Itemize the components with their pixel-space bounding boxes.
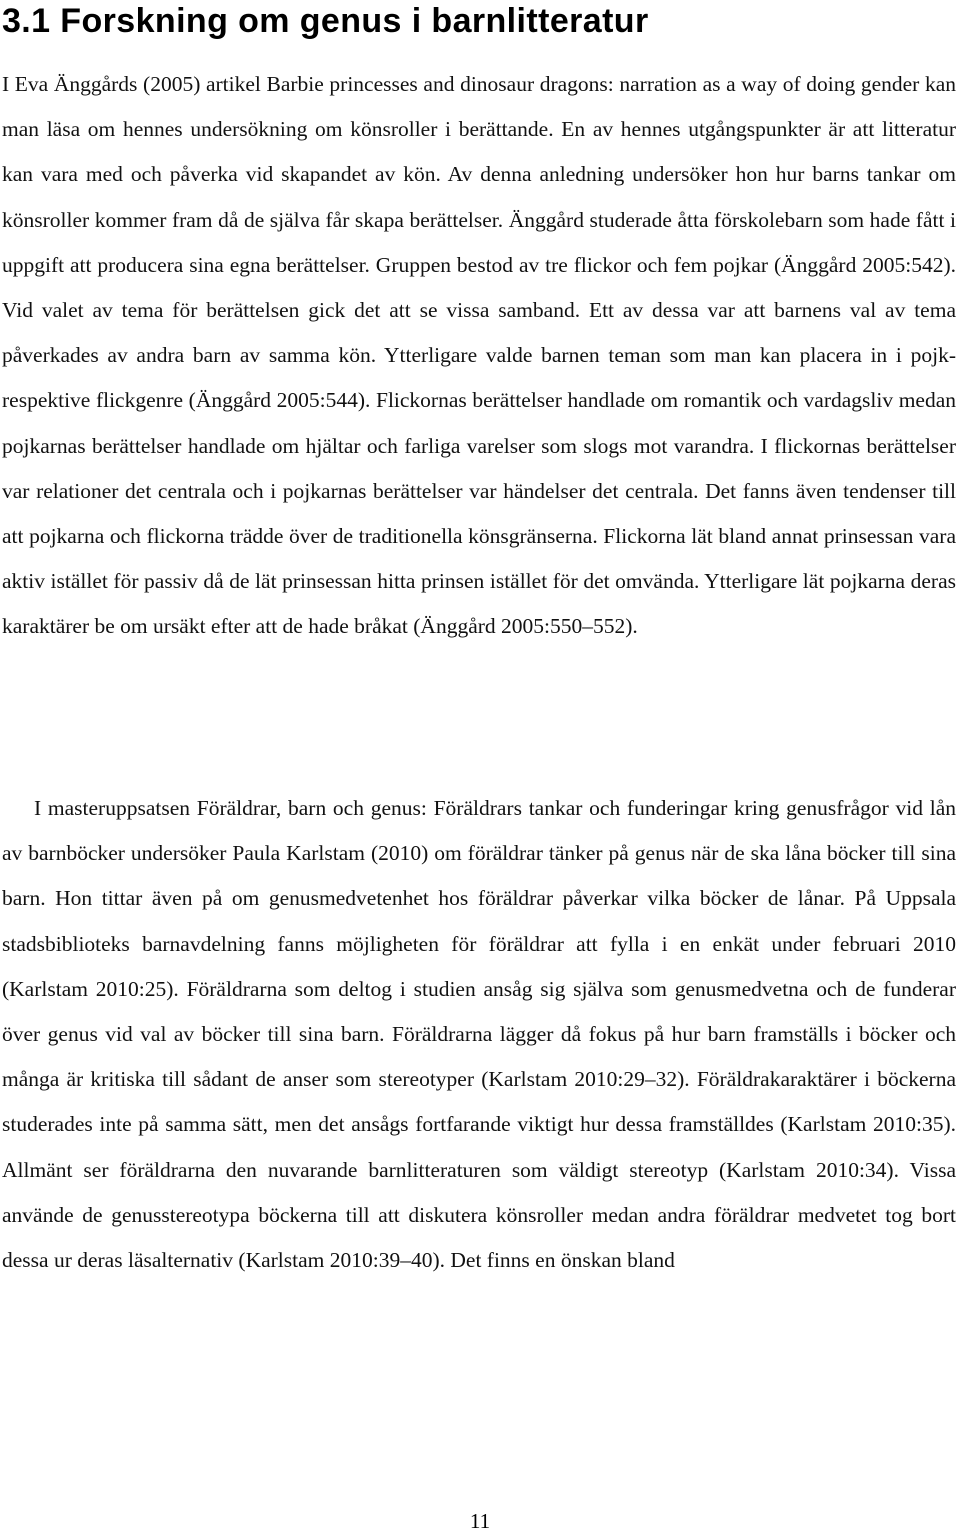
page-number: 11 <box>469 1509 491 1533</box>
section-heading: 3.1 Forskning om genus i barnlitteratur <box>2 2 649 40</box>
body-paragraph: I masteruppsatsen Föräldrar, barn och genus: Föräldrars tankar och funderingar kring genusfrågor vid lån av barnböcker undersöker Paula Karlstam (2010) om föräldrar tänker på genus när de ska låna böcker till sina barn. Hon tittar även på om genusmedvetenhet hos föräldrar påverkar vilka böcker de lånar. På Uppsala stadsbiblioteks barnavdelning fanns möjligheten för föräldrar att fylla i en enkät under februari 2010 (Karlstam 2010:25). Föräldrarna som deltog i studien ansåg sig själva som genusmedvetna och de funderar över genus vid val av böcker till sina barn. Föräldrarna lägger då fokus på hur barn framställs i böcker och många är kritiska till sådant de anser som stereotyper (Karlstam 2010:29–32). Föräldrakaraktärer i böckerna studerades inte på samma sätt, men det ansågs fortfarande viktigt hur dessa framställdes (Karlstam 2010:35). Allmänt ser föräldrarna den nuvarande barnlitteraturen som väldigt stereotyp (Karlstam 2010:34). Vissa använde de genusstereotypa böckerna till att diskutera könsroller medan andra föräldrar medvetet tog bort dessa ur deras läsalternativ (Karlstam 2010:39–40). Det finns en önskan bland <box>2 796 956 1273</box>
body-paragraph: I Eva Änggårds (2005) artikel Barbie princesses and dinosaur dragons: narration as a way of doing gender kan man läsa om hennes undersökning om könsroller i berättande. En av hennes utgångspunkter är att litteratur kan vara med och påverka vid skapandet av kön. Av denna anledning undersöker hon hur barns tankar om könsroller kommer fram då de själva får skapa berättelser. Änggård studerade åtta förskolebarn som hade fått i uppgift att producera sina egna berättelser. Gruppen bestod av tre flickor och fem pojkar (Änggård 2005:542). Vid valet av tema för berättelsen gick det att se vissa samband. Ett av dessa var att barnens val av tema påverkades av andra barn av samma kön. Ytterligare valde barnen teman som man kan placera in i pojk- respektive flickgenre (Änggård 2005:544). Flickornas berättelser handlade om romantik och vardagsliv medan pojkarnas berättelser handlade om hjältar och farliga varelser som slogs mot varandra. I flickornas berättelser var relationer det centrala och i pojkarnas berättelser var händelser det centrala. Det fanns även tendenser till att pojkarna och flickorna trädde över de traditionella könsgränserna. Flickorna lät bland annat prinsessan vara aktiv istället för passiv då de lät prinsessan hitta prinsen istället för det omvända. Ytterligare lät pojkarna deras karaktärer be om ursäkt efter att de hade bråkat (Änggård 2005:550–552). <box>2 72 956 639</box>
